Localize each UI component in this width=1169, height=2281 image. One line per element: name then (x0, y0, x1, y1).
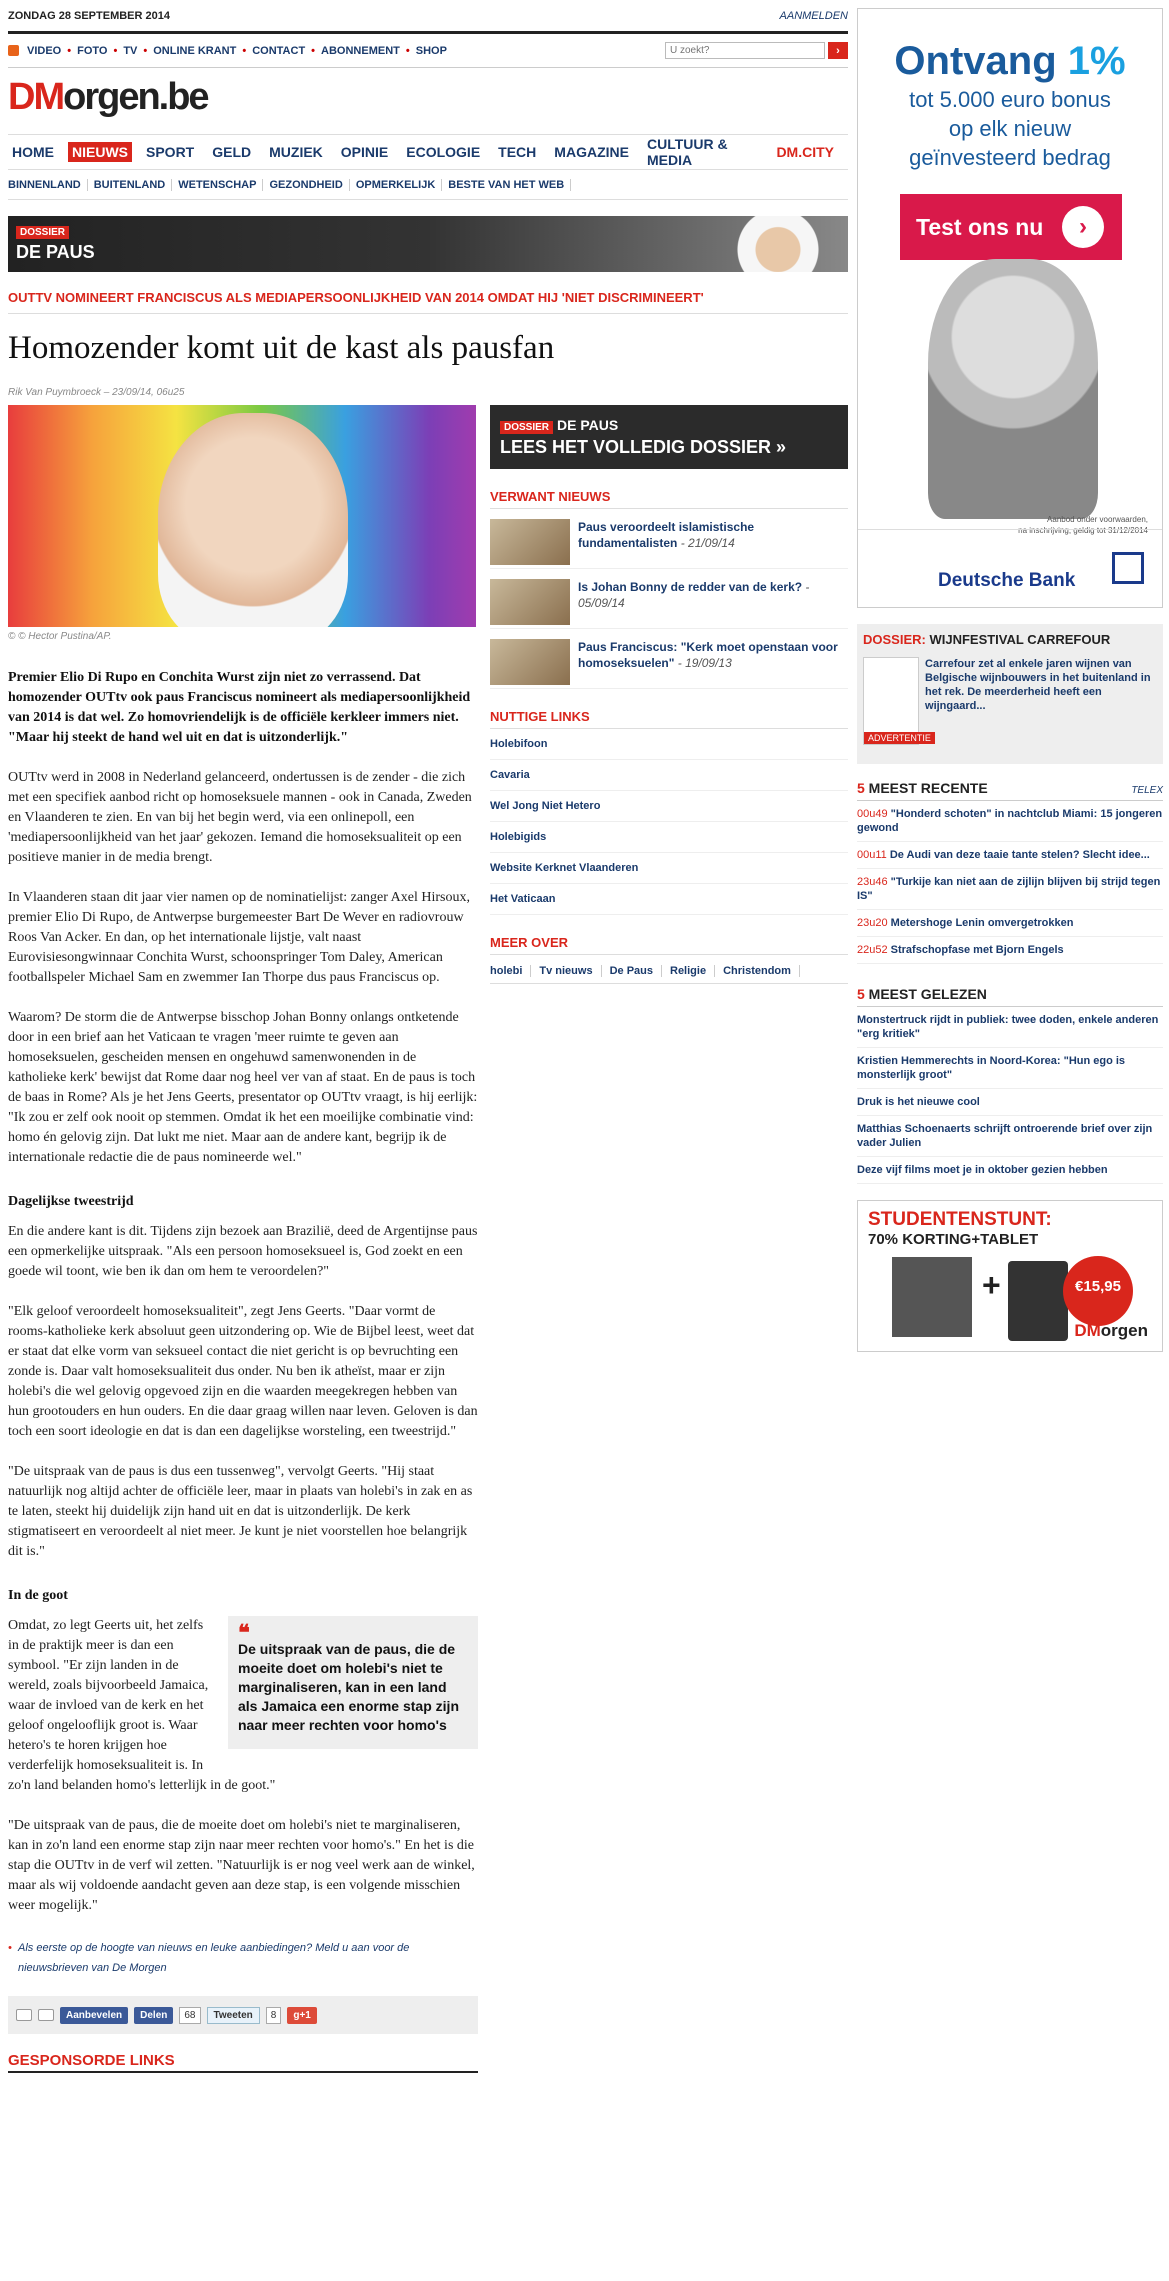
util-link-shop[interactable]: SHOP (415, 44, 447, 57)
newsletter-link[interactable]: • Als eerste op de hoogte van nieuws en leuke aanbiedingen? Meld u aan voor de nieuwsbrieven van De Morgen (8, 1938, 478, 1978)
recent-item[interactable]: 00u49 "Honderd schoten" in nachtclub Miami: 15 jongeren gewond (857, 801, 1163, 842)
related-thumbnail (490, 579, 570, 625)
print-icon[interactable] (38, 2009, 54, 2021)
useful-link[interactable]: Holebifoon (490, 729, 848, 760)
ad-subline: geïnvesteerd bedrag (909, 145, 1111, 170)
search-submit-icon[interactable]: › (828, 42, 848, 59)
date-label: ZONDAG 28 SEPTEMBER 2014 (8, 9, 170, 22)
paragraph: OUTtv werd in 2008 in Nederland gelanceerd, ondertussen is de zender - die zich met een specifiek aanbod richt op homoseksuele mannen - ook in Canada, Zweden en Vlaanderen te zien. En van bij het begin werd, via een onlinepoll, een 'mediapersoonlijkheid van het jaar' gekozen. Iemand die homoseksualiteit op een positieve manier in de media brengt. (8, 770, 472, 865)
util-link-abonnement[interactable]: ABONNEMENT (321, 44, 400, 57)
article-byline: Rik Van Puymbroeck – 23/09/14, 06u25 (8, 387, 185, 398)
tweet-count: 8 (266, 2007, 282, 2024)
quote-icon: ❝ (238, 1620, 250, 1645)
facebook-count: 68 (179, 2007, 200, 2024)
nav-nieuws[interactable]: NIEUWS (68, 142, 132, 162)
nav-sport[interactable]: SPORT (146, 144, 195, 160)
bank-logo: Deutsche Bank (858, 529, 1162, 607)
paragraph: Waarom? De storm die de Antwerpse bisschop Johan Bonny onlangs ontketende door in een brief aan het Vaticaan te vragen 'meer ruimte te geven aan homoseksuelen, gescheiden mensen en ongehuwd samenwonenden in de katholieke kerk' bewijst dat Rome daar nog heel ver van af staat. En de paus is toch de baas in Rome? Als je het Jens Geerts, presentator op OUTtv vraagt, is hij eerlijk: "Ik zou er zelf ook nooit op stemmen. Omdat ik het een moeilijke combinatie vind: homo én gelovig zijn. Dat lukt me niet. Maar aan de andere kant, begrijp ik de internationale redactie die de paus nomineerde wel." (8, 1010, 478, 1165)
most-read-heading: 5 MEEST GELEZEN (857, 986, 1163, 1007)
subnav-wetenschap[interactable]: WETENSCHAP (172, 179, 263, 191)
useful-link[interactable]: Cavaria (490, 760, 848, 791)
paragraph: In Vlaanderen staan dit jaar vier namen op de nominatielijst: zanger Axel Hirsoux, premier Elio Di Rupo, de Antwerpse burgemeester Bart De Wever en radiovrouw Roos Van Acker. En dan, op het internationale lijstje, valt naast Eurovisiesongwinnaar Conchita Wurst, schoonspringer Tom Daley, American footballspeler Michael Sam en zwemmer Ian Thorpe dus paus Franciscus op. (8, 890, 470, 985)
most-read-item[interactable]: Matthias Schoenaerts schrijft ontroerende brief over zijn vader Julien (857, 1116, 1163, 1157)
dossier-box[interactable]: DOSSIER DE PAUS LEES HET VOLLEDIG DOSSIER » (490, 405, 848, 469)
ad-subtitle: 70% KORTING+TABLET (868, 1231, 1039, 1248)
plus-icon: + (982, 1267, 1001, 1303)
related-item[interactable]: Is Johan Bonny de redder van de kerk? - 05/09/14 (490, 579, 848, 629)
subnav-beste-van-het-web[interactable]: BESTE VAN HET WEB (442, 179, 571, 191)
subheading: In de goot (8, 1588, 68, 1603)
related-item[interactable]: Paus Franciscus: "Kerk moet openstaan voor homoseksuelen" - 19/09/13 (490, 639, 848, 689)
util-link-tv[interactable]: TV (123, 44, 138, 57)
recent-item[interactable]: 23u46 "Turkije kan niet aan de zijlijn blijven bij strijd tegen IS" (857, 869, 1163, 910)
newspaper-image (892, 1257, 972, 1337)
dossier-cta[interactable]: LEES HET VOLLEDIG DOSSIER » (500, 437, 787, 457)
ad-subline: op elk nieuw (948, 116, 1072, 141)
facebook-like-button[interactable]: Aanbevelen (60, 2007, 128, 2024)
nav-opinie[interactable]: OPINIE (340, 144, 389, 160)
article-body (8, 768, 478, 1916)
subnav-buitenland[interactable]: BUITENLAND (88, 179, 173, 191)
useful-link[interactable]: Website Kerknet Vlaanderen (490, 853, 848, 884)
tag-de-paus[interactable]: De Paus (602, 965, 662, 977)
related-item[interactable]: Paus veroordeelt islamistische fundamentalisten - 21/09/14 (490, 519, 848, 569)
nav-geld[interactable]: GELD (212, 144, 252, 160)
nav-muziek[interactable]: MUZIEK (269, 144, 323, 160)
arrow-right-icon: › (1062, 206, 1104, 248)
deutsche-bank-logo-icon (1112, 552, 1144, 584)
paragraph: En die andere kant is dit. Tijdens zijn bezoek aan Brazilië, deed de Argentijnse paus een opmerkelijke uitspraak. "Als een persoon homoseksueel is, God zoekt en een goede wil toont, wie ben ik dan om hem te veroordelen?" (8, 1224, 478, 1279)
top-bar (8, 0, 848, 34)
google-plus-button[interactable]: g+1 (287, 2007, 317, 2024)
deutsche-bank-ad[interactable] (857, 8, 1163, 608)
price-badge: €15,95 (1063, 1256, 1133, 1326)
pope-banner-image (728, 216, 828, 272)
tag-tv-nieuws[interactable]: Tv nieuws (531, 965, 601, 977)
related-news-heading: VERWANT NIEUWS (490, 489, 848, 509)
related-thumbnail (490, 519, 570, 565)
most-read-item[interactable]: Deze vijf films moet je in oktober gezien hebben (857, 1157, 1163, 1184)
sponsored-links-heading: GESPONSORDE LINKS (8, 2052, 478, 2073)
wine-dossier-box[interactable] (857, 624, 1163, 764)
nav-cultuur-media[interactable]: CULTUUR & MEDIA (646, 136, 728, 168)
subnav-gezondheid[interactable]: GEZONDHEID (263, 179, 349, 191)
util-link-online-krant[interactable]: ONLINE KRANT (153, 44, 237, 57)
facebook-share-button[interactable]: Delen (134, 2007, 173, 2024)
tweet-button[interactable]: Tweeten (207, 2007, 260, 2024)
ad-fine-print: Aanbod onder voorwaarden, na inschrijving, geldig tot 31/12/2014 (1018, 515, 1148, 535)
dmorgen-logo: DMorgen (1074, 1321, 1148, 1340)
util-link-foto[interactable]: FOTO (77, 44, 108, 57)
dossier-banner[interactable] (8, 216, 848, 272)
more-about-heading: MEER OVER (490, 935, 848, 955)
nav-tech[interactable]: TECH (498, 144, 537, 160)
useful-link[interactable]: Holebigids (490, 822, 848, 853)
article-hero-image[interactable] (8, 405, 476, 627)
dossier-title: DE PAUS (16, 242, 95, 262)
related-thumbnail (490, 639, 570, 685)
dossier-tag: DOSSIER (16, 226, 69, 239)
right-sidebar (857, 8, 1163, 1352)
most-read-item[interactable]: Monstertruck rijdt in publiek: twee doden, enkele anderen "erg kritiek" (857, 1007, 1163, 1048)
paragraph: "De uitspraak van de paus is dus een tussenweg", vervolgt Geerts. "Hij staat natuurlijk nog altijd achter de officiële leer, maar in plaats van holebi's in zak en as te laten, steekt hij duidelijk zijn hand uit en dat is uitzonderlijk. De kerk stigmatiseert en veroordeelt al niet meer. Je kunt je niet voorstellen hoe belangrijk dit is." (8, 1464, 473, 1559)
subheading: Dagelijkse tweestrijd (8, 1194, 134, 1209)
nav-magazine[interactable]: MAGAZINE (554, 144, 629, 160)
login-link[interactable]: AANMELDEN (779, 9, 848, 22)
paragraph: "De uitspraak van de paus, die de moeite doet om holebi's niet te marginaliseren, kan in zo'n land een enorme stap zijn naar meer rechten voor homo's." En het is die stap die OUTtv in de verf wil zetten. "Natuurlijk is er nog veel werk aan de winkel, maar als wij voldoende aandacht geven aan deze stap, is een volgende misschien weer mogelijk." (8, 1818, 475, 1913)
util-link-contact[interactable]: CONTACT (252, 44, 306, 57)
nav-home[interactable]: HOME (12, 144, 54, 160)
article-kicker: OUTTV NOMINEERT FRANCISCUS ALS MEDIAPERSOONLIJKHEID VAN 2014 OMDAT HIJ 'NIET DISCRIMINEERT' (8, 290, 848, 314)
utility-bar: VIDEO • FOTO • TV • ONLINE KRANT • CONTACT • ABONNEMENT • SHOP U zoekt? › (8, 34, 848, 68)
nav-ecologie[interactable]: ECOLOGIE (406, 144, 481, 160)
telex-link[interactable]: TELEX (1131, 785, 1163, 796)
image-caption: © © Hector Pustina/AP. (8, 631, 112, 642)
article-column (8, 405, 478, 2073)
ad-title: STUDENTENSTUNT: (868, 1209, 1052, 1230)
topic-tags (490, 965, 848, 984)
util-link-video[interactable]: VIDEO (27, 44, 62, 57)
ad-child-image (928, 259, 1098, 519)
nav-dm-city[interactable]: DM.CITY (776, 144, 834, 160)
recent-item[interactable]: 00u11 De Audi van deze taaie tante stelen? Slecht idee... (857, 842, 1163, 869)
most-read-item[interactable]: Druk is het nieuwe cool (857, 1089, 1163, 1116)
article-title: Homozender komt uit de kast als pausfan (8, 330, 555, 366)
recent-item[interactable]: 23u20 Metershoge Lenin omvergetrokken (857, 910, 1163, 937)
wine-dossier-heading: DOSSIER: WIJNFESTIVAL CARREFOUR (863, 632, 1111, 647)
share-bar (8, 1996, 478, 2034)
tag-christendom[interactable]: Christendom (715, 965, 800, 977)
useful-links-heading: NUTTIGE LINKS (490, 709, 848, 729)
tag-religie[interactable]: Religie (662, 965, 715, 977)
main-page (8, 0, 848, 2069)
useful-link[interactable]: Het Vaticaan (490, 884, 848, 915)
search-box (665, 42, 848, 59)
subnav-binnenland[interactable]: BINNENLAND (8, 179, 88, 191)
recent-item[interactable]: 22u52 Strafschopfase met Bjorn Engels (857, 937, 1163, 964)
dossier-tag: DOSSIER (500, 421, 553, 434)
advertisement-badge: ADVERTENTIE (864, 732, 935, 744)
wine-ad-image (863, 657, 931, 745)
article-lead: Premier Elio Di Rupo en Conchita Wurst zijn niet zo verrassend. Dat homozender OUTtv ook paus Franciscus nomineert als mediapersoonlijkheid van 2014 is dat wel. Zo homovriendelijk is de officiële kerkleer immers niet. "Maar hij steekt de hand wel uit en dat is uitzonderlijk." (8, 670, 471, 745)
useful-link[interactable]: Wel Jong Niet Hetero (490, 791, 848, 822)
site-logo[interactable]: DM orgen.be (8, 75, 208, 118)
tag-holebi[interactable]: holebi (490, 965, 531, 977)
ad-cta-button[interactable]: Test ons nu › (900, 194, 1122, 260)
paragraph: Omdat, zo legt Geerts uit, het zelfs in de praktijk meer is dan een symbool. "Er zijn landen in de wereld, zoals bijvoorbeeld Jamaica, waar de invloed van de kerk en het geloof ongelooflijk groot is. Waar hetero's te horen krijgen hoe verderfelijk homoseksualiteit is. In zo'n land belanden homo's letterlijk in de goot." (8, 1618, 276, 1793)
ad-subline: tot 5.000 euro bonus (909, 87, 1111, 112)
search-input[interactable] (665, 42, 825, 59)
subnav-opmerkelijk[interactable]: OPMERKELIJK (350, 179, 442, 191)
most-read-item[interactable]: Kristien Hemmerechts in Noord-Korea: "Hun ego is monsterlijk groot" (857, 1048, 1163, 1089)
sub-nav (8, 170, 848, 200)
side-column (490, 405, 848, 984)
paragraph: "Elk geloof veroordeelt homoseksualiteit", zegt Jens Geerts. "Daar vormt de rooms-katholieke kerk absoluut geen uitzondering op. Wie de Bijbel leest, weet dat er staat dat elke vorm van seksueel contact die niet gericht is op bevruchting een zonde is. Daar valt homoseksualiteit dus onder. Nu ben ik atheïst, maar er zijn holebi's die wel gelovig opgevoed zijn en die waarden meegekregen hebben van hun grootouders en hun ouders. En die daar graag willen naar leven. Geloven is dan toch een soort ideologie en dat is dan een dagelijkse worsteling, een tweestrijd." (8, 1304, 478, 1439)
wine-dossier-text[interactable]: Carrefour zet al enkele jaren wijnen van Belgische wijnbouwers in het buitenland in het rek. De meerderheid heeft een wijngaard... (925, 658, 1151, 712)
email-icon[interactable] (16, 2009, 32, 2021)
pull-quote: ❝ De uitspraak van de paus, die de moeite doet om holebi's niet te marginaliseren, kan in een land als Jamaica een enorme stap zijn naar meer rechten voor homo's (228, 1616, 478, 1749)
rss-icon[interactable] (8, 45, 19, 56)
ad-headline: Ontvang 1% (894, 39, 1126, 83)
most-recent-heading: 5 MEEST RECENTE TELEX (857, 780, 1163, 801)
student-offer-ad[interactable] (857, 1200, 1163, 1352)
pope-photo (158, 413, 348, 627)
tablet-image (1008, 1261, 1068, 1341)
main-nav (8, 134, 848, 170)
